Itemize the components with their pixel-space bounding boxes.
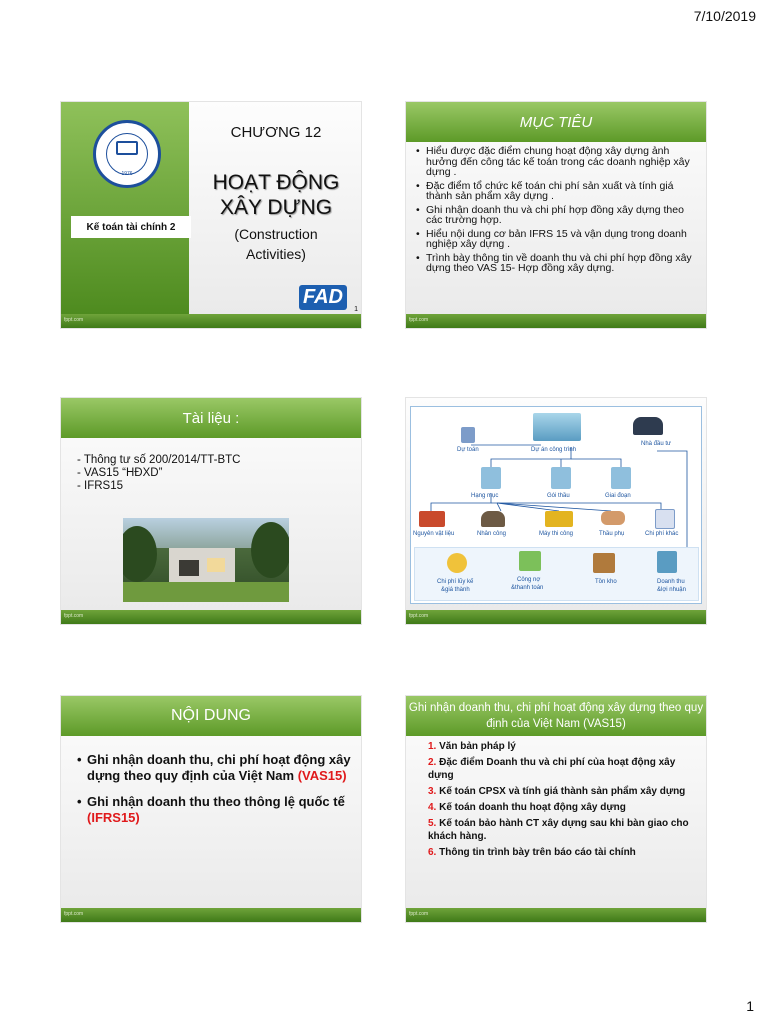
list-item: - VAS15 “HĐXD” (77, 467, 163, 479)
building-icon (551, 467, 571, 489)
objectives-list (414, 146, 694, 277)
slide-footer-bar: fppt.com (406, 908, 706, 922)
buildings-icon (533, 413, 581, 441)
list-item: • Ghi nhận doanh thu theo thông lệ quốc tế (IFRS15) (75, 794, 351, 826)
slide-footer-bar: fppt.com (61, 908, 361, 922)
list-item: 6. Thông tin trình bày trên báo cáo tài chính (428, 847, 636, 858)
university-logo: 1976 (93, 120, 161, 188)
slide-header-bar (61, 398, 361, 438)
slide-header-bar (406, 696, 706, 736)
slide-heading: NỘI DUNG (171, 707, 251, 724)
slide-header-bar (61, 696, 361, 736)
slide-title (61, 102, 361, 328)
slide-header-bar (406, 102, 706, 142)
slide-vas15 (406, 696, 706, 922)
list-item: • Hiểu được đặc điểm chung hoạt động xây dựng ảnh hưởng đến công tác kế toán trong các doanh nghiệp xây dựng . (414, 146, 694, 178)
money-icon (519, 551, 541, 571)
list-item: - IFRS15 (77, 480, 124, 492)
slide-title-text: HOẠT ĐỘNG XÂY DỰNG (212, 171, 340, 219)
building-icon (611, 467, 631, 489)
bricks-icon (419, 511, 445, 527)
slide-objectives (406, 102, 706, 328)
slide-number: 1 (354, 306, 358, 313)
list-item: 3. Kế toán CPSX và tính giá thành sản phẩm xây dựng (428, 786, 686, 797)
list-item: • Trình bày thông tin về doanh thu và chi phí hợp đồng xây dựng theo VAS 15- Hợp đồng xây dựng. (414, 253, 694, 274)
construction-cost-diagram: Dự toán Dự án công trình Nhà đầu tư Hạng mục Gói thầu Giai đoạn Nguyên vật liệu Nhân công Máy thi công Thầu phụ Chi phí khác Chi phí lũy kế &giá thành Công nợ &thanh toán Tồn kho Doanh thu &lợi nhuận (410, 406, 702, 604)
list-item: • Ghi nhận doanh thu, chi phí hoạt động xây dựng theo quy định của Việt Nam (VAS15) (75, 752, 351, 784)
slide-heading: Ghi nhận doanh thu, chi phí hoạt động xây dựng theo quy định của Việt Nam (VAS15) (408, 702, 704, 730)
handshake-icon (601, 511, 625, 525)
slide-heading: Tài liệu : (182, 409, 240, 427)
slide-footer-bar: fppt.com (61, 314, 361, 328)
slide-diagram (406, 398, 706, 624)
list-item: • Đặc điểm tổ chức kế toán chi phí sản xuất và tính giá thành sản phẩm xây dựng . (414, 181, 694, 202)
workers-icon (481, 511, 505, 527)
course-name: Kế toán tài chính 2 (71, 216, 191, 238)
list-item: - Thông tư số 200/2014/TT-BTC (77, 454, 241, 466)
slide-references (61, 398, 361, 624)
revenue-chart-icon (657, 551, 677, 573)
page-number: 1 (746, 998, 754, 1014)
contents-list (75, 752, 351, 836)
excavator-icon (545, 511, 573, 527)
list-item: 4. Kế toán doanh thu hoạt động xây dựng (428, 802, 626, 813)
investors-icon (633, 417, 663, 435)
slide-subtitle: (Construction Activities) (234, 226, 318, 262)
list-item: • Ghi nhận doanh thu và chi phí hợp đồng xây dựng theo các trường hợp. (414, 205, 694, 226)
house-photo (123, 518, 289, 602)
list-item: 1. Văn bản pháp lý (428, 741, 516, 752)
fad-logo: FAD (299, 285, 347, 310)
building-icon (481, 467, 501, 489)
list-item: • Hiểu nội dung cơ bản IFRS 15 và vận dụng trong doanh nghiệp xây dựng . (414, 229, 694, 250)
inventory-icon (593, 553, 615, 573)
document-icon (655, 509, 675, 529)
list-item: 2. Đặc điểm Doanh thu và chi phí của hoạt động xây dựng (428, 757, 676, 781)
chapter-label: CHƯƠNG 12 (230, 124, 322, 141)
list-item: 5. Kế toán bảo hành CT xây dựng sau khi bàn giao cho khách hàng. (428, 818, 689, 842)
clock-icon (447, 553, 467, 573)
vas15-list (428, 740, 696, 862)
database-icon (461, 427, 475, 443)
book-icon (116, 141, 138, 155)
slide-heading: MỤC TIÊU (519, 113, 593, 131)
slide-footer-bar: fppt.com (406, 610, 706, 624)
slide-contents (61, 696, 361, 922)
print-date: 7/10/2019 (693, 8, 756, 24)
reference-list (77, 454, 240, 493)
slide-footer-bar: fppt.com (406, 314, 706, 328)
slide-footer-bar: fppt.com (61, 610, 361, 624)
